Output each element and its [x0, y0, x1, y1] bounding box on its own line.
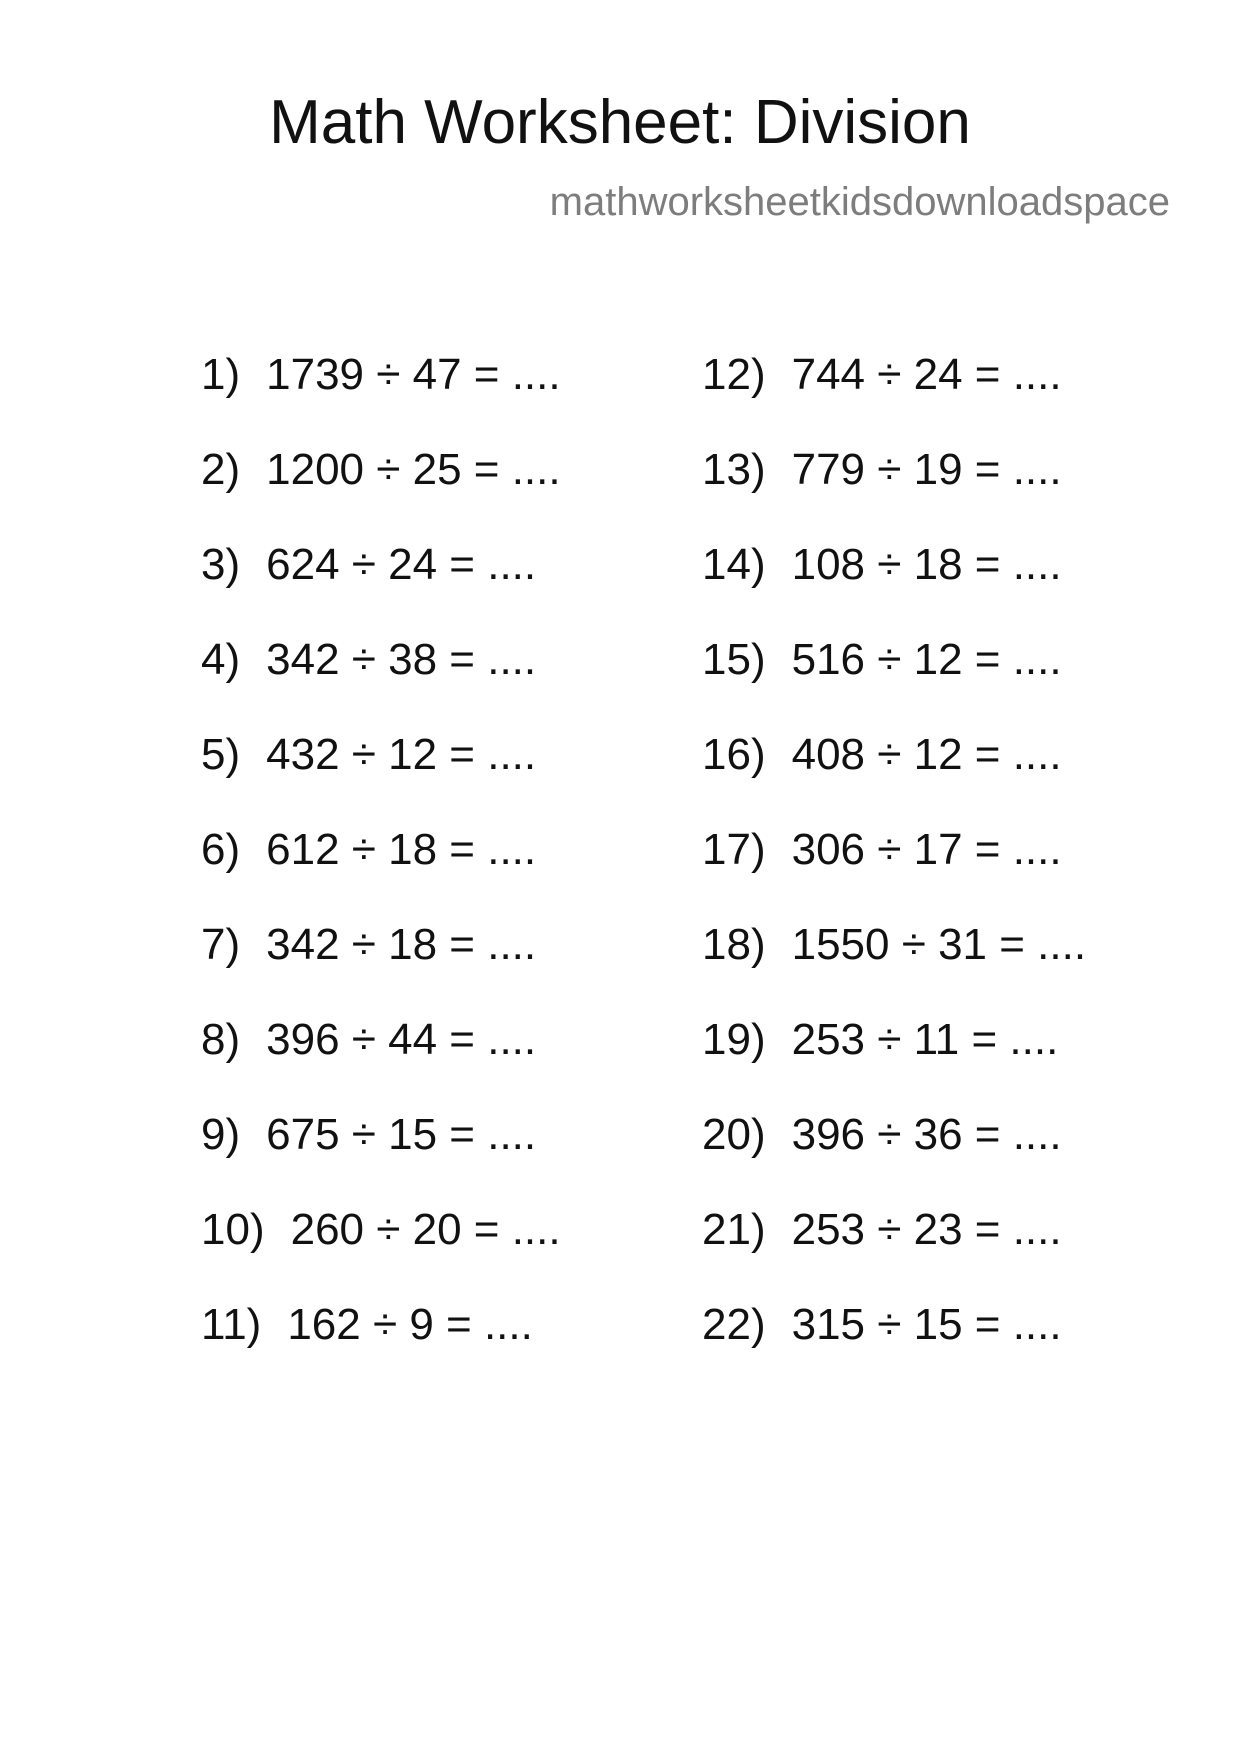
problem-item [702, 540, 1086, 635]
problem-number: 11) [201, 1300, 262, 1349]
problem-item [201, 350, 561, 445]
problem-item [201, 635, 561, 730]
problem-expression: 260 ÷ 20 = .... [290, 1205, 561, 1254]
problem-number: 6) [201, 825, 241, 874]
problem-number: 4) [201, 635, 241, 684]
problem-item [201, 540, 561, 635]
problem-number: 17) [702, 825, 766, 874]
problem-expression: 516 ÷ 12 = .... [791, 635, 1062, 684]
problem-item [702, 1110, 1086, 1205]
problem-item [702, 635, 1086, 730]
problem-item [702, 350, 1086, 445]
problem-item [702, 1205, 1086, 1300]
problem-item [702, 920, 1086, 1015]
problem-number: 9) [201, 1110, 241, 1159]
problem-number: 12) [702, 350, 766, 399]
problem-number: 2) [201, 445, 241, 494]
problem-number: 3) [201, 540, 241, 589]
problem-item [201, 825, 561, 920]
problem-expression: 432 ÷ 12 = .... [266, 730, 537, 779]
problem-expression: 675 ÷ 15 = .... [266, 1110, 537, 1159]
problem-expression: 315 ÷ 15 = .... [791, 1300, 1062, 1349]
problem-number: 21) [702, 1205, 766, 1254]
problem-expression: 396 ÷ 36 = .... [791, 1110, 1062, 1159]
problem-item [201, 1015, 561, 1110]
problem-list-left [201, 350, 561, 1395]
problem-item [201, 1205, 561, 1300]
problem-item [201, 1300, 561, 1395]
problem-item [702, 825, 1086, 920]
problem-item [201, 445, 561, 540]
problem-expression: 342 ÷ 18 = .... [266, 920, 537, 969]
problem-number: 16) [702, 730, 766, 779]
problem-number: 1) [201, 350, 241, 399]
problem-number: 22) [702, 1300, 766, 1349]
problem-number: 18) [702, 920, 766, 969]
problem-number: 7) [201, 920, 241, 969]
problem-number: 8) [201, 1015, 241, 1064]
problem-expression: 408 ÷ 12 = .... [791, 730, 1062, 779]
problem-expression: 1550 ÷ 31 = .... [791, 920, 1087, 969]
problem-expression: 1200 ÷ 25 = .... [266, 445, 561, 494]
problem-item [702, 445, 1086, 540]
problem-expression: 779 ÷ 19 = .... [791, 445, 1062, 494]
problem-number: 5) [201, 730, 241, 779]
problem-expression: 162 ÷ 9 = .... [287, 1300, 533, 1349]
problem-number: 10) [201, 1205, 265, 1254]
problem-item [702, 1015, 1086, 1110]
problem-expression: 253 ÷ 11 = .... [791, 1015, 1059, 1064]
page-title: Math Worksheet: Division [269, 88, 971, 157]
problem-item [702, 730, 1086, 825]
problem-number: 15) [702, 635, 766, 684]
problem-number: 14) [702, 540, 766, 589]
problem-expression: 108 ÷ 18 = .... [791, 540, 1062, 589]
problem-expression: 612 ÷ 18 = .... [266, 825, 537, 874]
problem-number: 13) [702, 445, 766, 494]
problem-expression: 342 ÷ 38 = .... [266, 635, 537, 684]
problem-item [702, 1300, 1086, 1395]
problem-number: 19) [702, 1015, 766, 1064]
problem-number: 20) [702, 1110, 766, 1159]
problem-expression: 744 ÷ 24 = .... [791, 350, 1062, 399]
problem-expression: 396 ÷ 44 = .... [266, 1015, 537, 1064]
problem-item [201, 920, 561, 1015]
problem-item [201, 1110, 561, 1205]
page-subtitle: mathworksheetkidsdownloadspace [549, 180, 1170, 224]
problem-expression: 253 ÷ 23 = .... [791, 1205, 1062, 1254]
problem-item [201, 730, 561, 825]
problem-expression: 1739 ÷ 47 = .... [266, 350, 561, 399]
problem-expression: 306 ÷ 17 = .... [791, 825, 1062, 874]
problem-list-right [702, 350, 1086, 1395]
problem-expression: 624 ÷ 24 = .... [266, 540, 537, 589]
